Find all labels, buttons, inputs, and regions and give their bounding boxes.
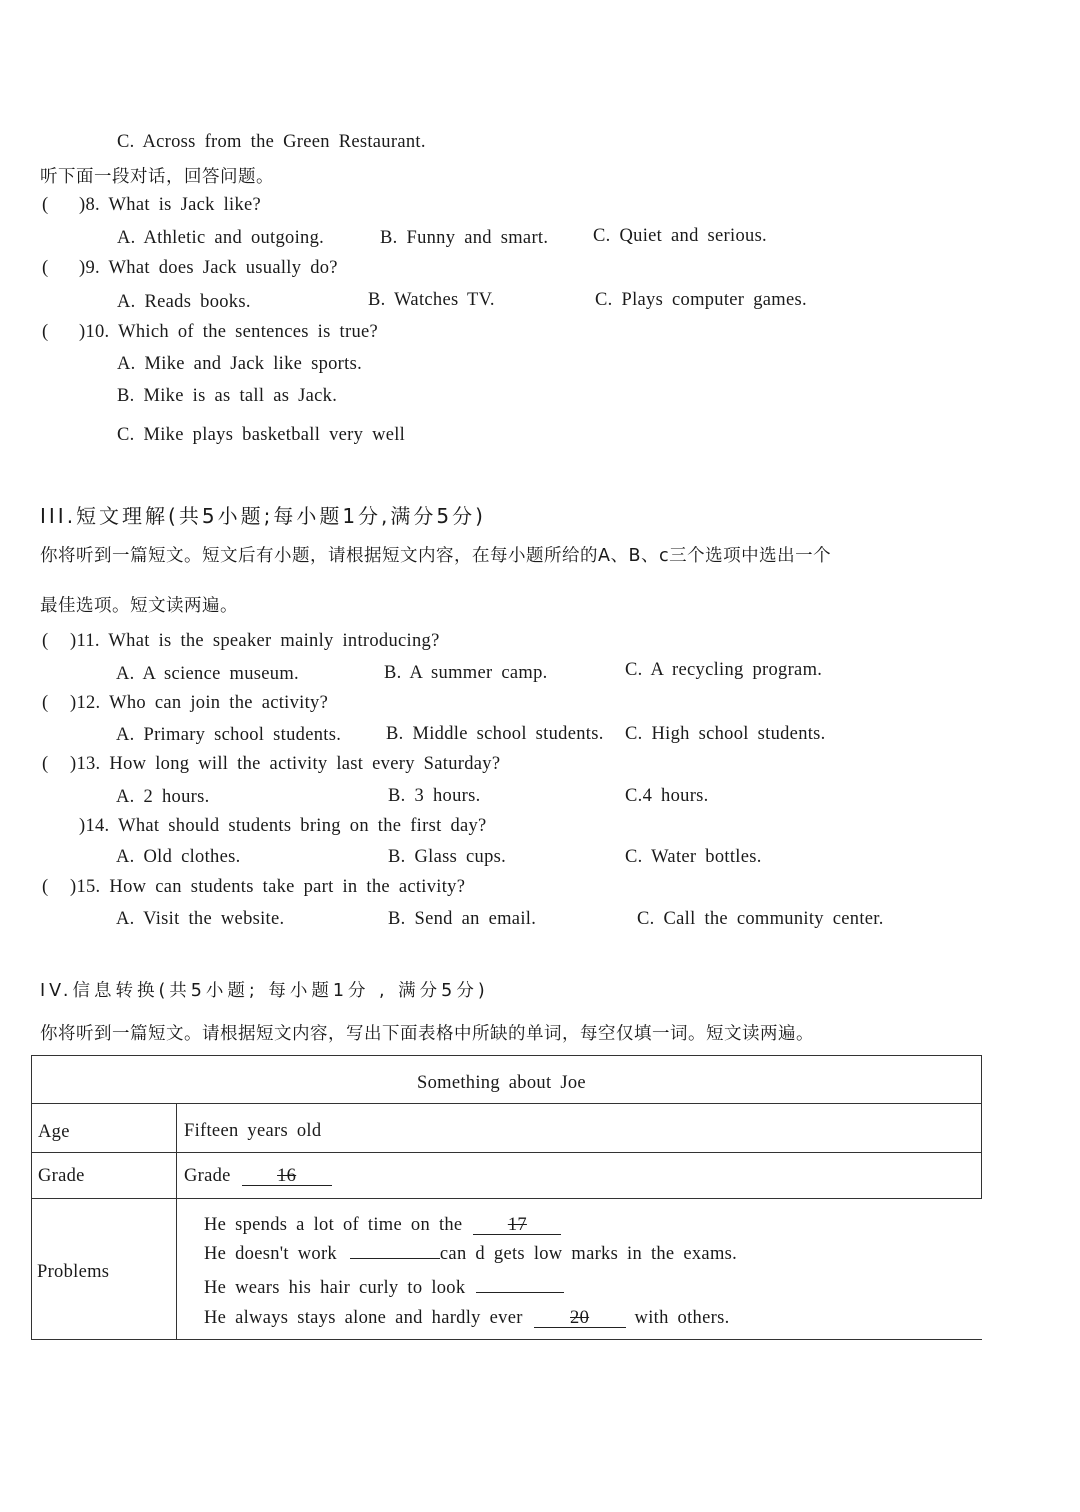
blank-16[interactable] — [242, 1167, 332, 1186]
question-12-stem: )12. Who can join the activity? — [70, 693, 329, 713]
section-4-instruction: 你将听到一篇短文。请根据短文内容，写出下面表格中所缺的单词，每空仅填一词。短文读两遍。 — [40, 1024, 814, 1044]
question-11-option-a[interactable]: A. A science museum. — [116, 664, 299, 684]
question-10-stem: )10. Which of the sentences is true? — [79, 322, 379, 342]
problem-1-text: He spends a lot of time on the — [204, 1215, 463, 1235]
blank-17-number: 17 — [507, 1215, 527, 1235]
question-9-stem: )9. What does Jack usually do? — [79, 258, 338, 278]
table-rule — [31, 1198, 982, 1199]
blank-17[interactable] — [473, 1216, 561, 1235]
dialog-instruction: 听下面一段对话，回答问题。 — [40, 167, 274, 187]
answer-paren: ( — [42, 631, 49, 651]
section-3-instruction-line1: 你将听到一篇短文。短文后有小题，请根据短文内容，在每小题所给的A、B、c三个选项中选出一个 — [40, 546, 832, 566]
section-4-heading: IV.信息转换(共5小题; 每小题1分 , 满分5分) — [40, 981, 489, 1001]
question-12-option-b[interactable]: B. Middle school students. — [386, 724, 604, 744]
question-13-option-c[interactable]: C.4 hours. — [625, 786, 709, 806]
question-9-option-c[interactable]: C. Plays computer games. — [595, 290, 807, 310]
answer-paren: ( — [42, 754, 49, 774]
table-title: Something about Joe — [417, 1073, 586, 1093]
grade-label: Grade — [38, 1166, 85, 1186]
question-11-stem: )11. What is the speaker mainly introducing? — [70, 631, 440, 651]
section-3-heading: III.短文理解(共5小题;每小题1分,满分5分) — [40, 504, 486, 528]
problem-1 — [204, 1215, 561, 1236]
blank-19[interactable] — [476, 1292, 564, 1293]
blank-20-number: 20 — [570, 1308, 590, 1328]
q7-option-c: C. Across from the Green Restaurant. — [117, 132, 426, 152]
answer-paren: ( — [42, 693, 49, 713]
blank-20[interactable] — [534, 1309, 626, 1328]
question-15-stem: )15. How can students take part in the activity? — [70, 877, 466, 897]
answer-paren: ( — [42, 322, 49, 342]
table-rule — [31, 1103, 982, 1104]
table-rule — [31, 1152, 982, 1153]
question-15-option-b[interactable]: B. Send an email. — [388, 909, 537, 929]
question-12-option-a[interactable]: A. Primary school students. — [116, 725, 342, 745]
blank-16-number: 16 — [277, 1166, 297, 1186]
grade-prefix: Grade — [184, 1166, 231, 1186]
problem-4 — [204, 1308, 730, 1329]
problem-2-text: He doesn't work — [204, 1244, 337, 1264]
problems-label: Problems — [37, 1262, 110, 1282]
question-11-option-c[interactable]: C. A recycling program. — [625, 660, 823, 680]
question-14-option-c[interactable]: C. Water bottles. — [625, 847, 762, 867]
question-13-option-a[interactable]: A. 2 hours. — [116, 787, 210, 807]
question-8-option-c[interactable]: C. Quiet and serious. — [593, 226, 767, 246]
question-13-option-b[interactable]: B. 3 hours. — [388, 786, 481, 806]
question-10-option-b[interactable]: B. Mike is as tall as Jack. — [117, 386, 338, 406]
table-column-divider — [176, 1103, 177, 1340]
table-border-right — [981, 1055, 982, 1199]
table-border-top — [31, 1055, 982, 1056]
problem-3 — [204, 1278, 564, 1299]
problem-2-suffix: can d gets low marks in the exams. — [439, 1244, 738, 1264]
problem-3-text: He wears his hair curly to look — [204, 1278, 466, 1298]
table-border-bottom — [31, 1339, 982, 1340]
age-label: Age — [38, 1122, 70, 1142]
question-8-option-a[interactable]: A. Athletic and outgoing. — [117, 228, 325, 248]
question-9-option-b[interactable]: B. Watches TV. — [368, 290, 495, 310]
question-14-option-a[interactable]: A. Old clothes. — [116, 847, 241, 867]
question-10-option-c[interactable]: C. Mike plays basketball very well — [117, 425, 406, 445]
answer-paren: ( — [42, 877, 49, 897]
problem-2 — [204, 1244, 737, 1265]
question-8-option-b[interactable]: B. Funny and smart. — [380, 228, 549, 248]
section-3-instruction-line2: 最佳选项。短文读两遍。 — [40, 596, 238, 616]
question-12-option-c[interactable]: C. High school students. — [625, 724, 826, 744]
question-10-option-a[interactable]: A. Mike and Jack like sports. — [117, 354, 363, 374]
question-13-stem: )13. How long will the activity last every Saturday? — [70, 754, 501, 774]
table-border-left — [31, 1055, 32, 1340]
question-15-option-c[interactable]: C. Call the community center. — [637, 909, 884, 929]
grade-value — [184, 1166, 332, 1187]
problem-4-text: He always stays alone and hardly ever — [204, 1308, 523, 1328]
question-14-stem: )14. What should students bring on the first day? — [79, 816, 487, 836]
question-14-option-b[interactable]: B. Glass cups. — [388, 847, 507, 867]
question-11-option-b[interactable]: B. A summer camp. — [384, 663, 548, 683]
age-value: Fifteen years old — [184, 1121, 322, 1141]
question-8-stem: )8. What is Jack like? — [79, 195, 262, 215]
question-9-option-a[interactable]: A. Reads books. — [117, 292, 251, 312]
blank-18[interactable] — [350, 1258, 440, 1259]
problem-4-suffix: with others. — [634, 1308, 730, 1328]
answer-paren: ( — [42, 195, 49, 215]
question-15-option-a[interactable]: A. Visit the website. — [116, 909, 285, 929]
answer-paren: ( — [42, 258, 49, 278]
